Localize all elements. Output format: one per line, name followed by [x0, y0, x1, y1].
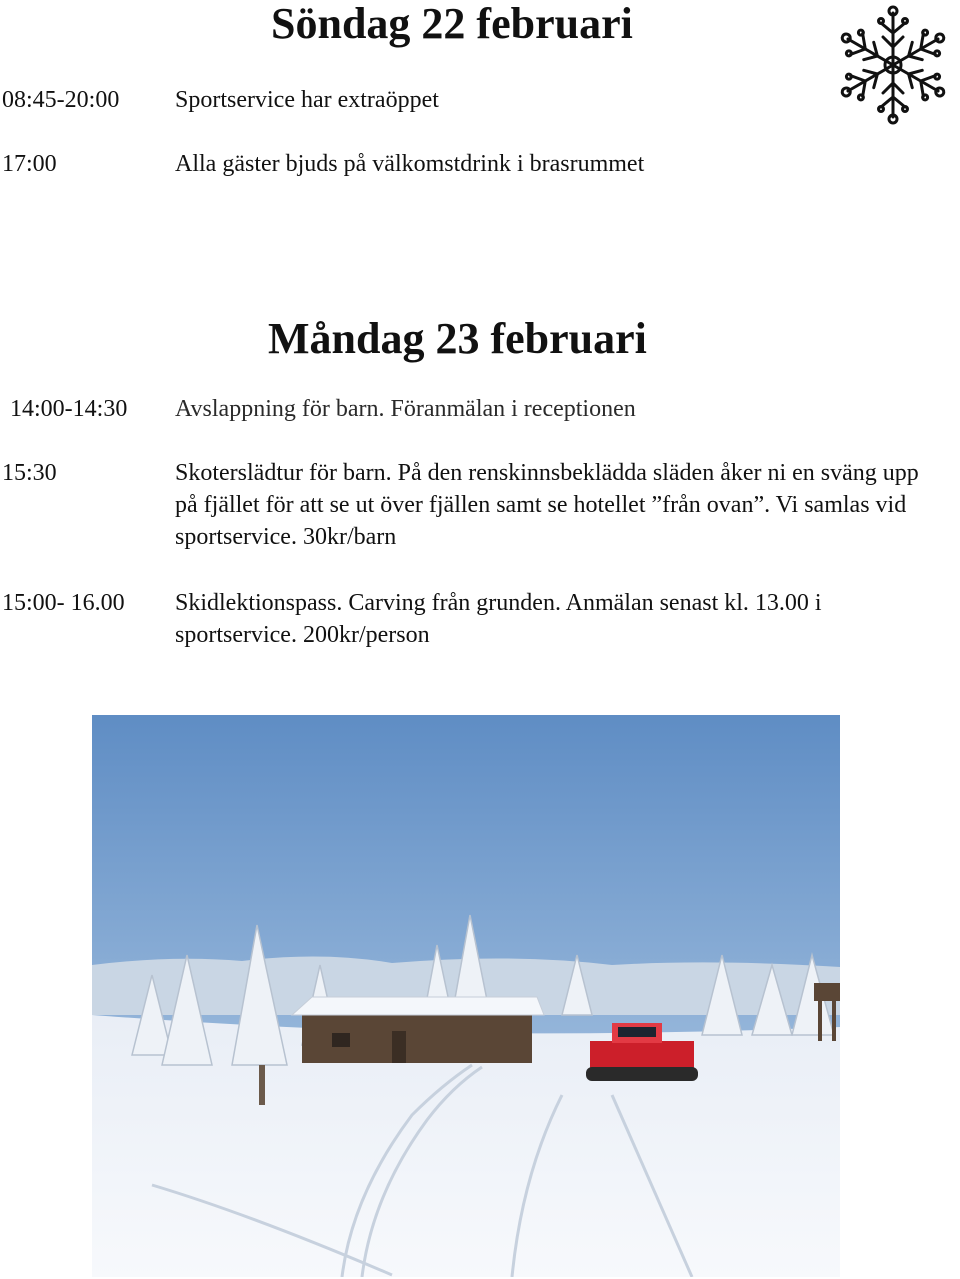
event-time: 15:30 — [2, 460, 57, 486]
event-time: 14:00-14:30 — [10, 396, 128, 422]
event-text: Avslappning för barn. Föranmälan i receptionen — [175, 396, 636, 422]
winter-mountain-cabin-photo — [92, 715, 840, 1277]
event-text: Sportservice har extraöppet — [175, 87, 439, 113]
event-time: 17:00 — [2, 151, 57, 177]
event-text: Skoterslädtur för barn. På den renskinnsbeklädda släden åker ni en sväng upp på fjället för att se ut över fjällen samt se hotellet ”från ovan”. Vi samlas vid sportservice. 30kr/barn — [175, 460, 919, 550]
tree-trunk — [259, 1065, 265, 1105]
event-text: Alla gäster bjuds på välkomstdrink i brasrummet — [175, 151, 645, 177]
event-text: Skidlektionspass. Carving från grunden. Anmälan senast kl. 13.00 i sportservice. 200kr/person — [175, 590, 822, 648]
snowflake-icon — [828, 2, 958, 128]
cabin — [292, 997, 544, 1063]
sunday-heading: Söndag 22 februari — [271, 0, 633, 48]
event-time: 08:45-20:00 — [2, 87, 120, 113]
event-time: 15:00- 16.00 — [2, 590, 125, 616]
monday-heading: Måndag 23 februari — [268, 314, 647, 363]
